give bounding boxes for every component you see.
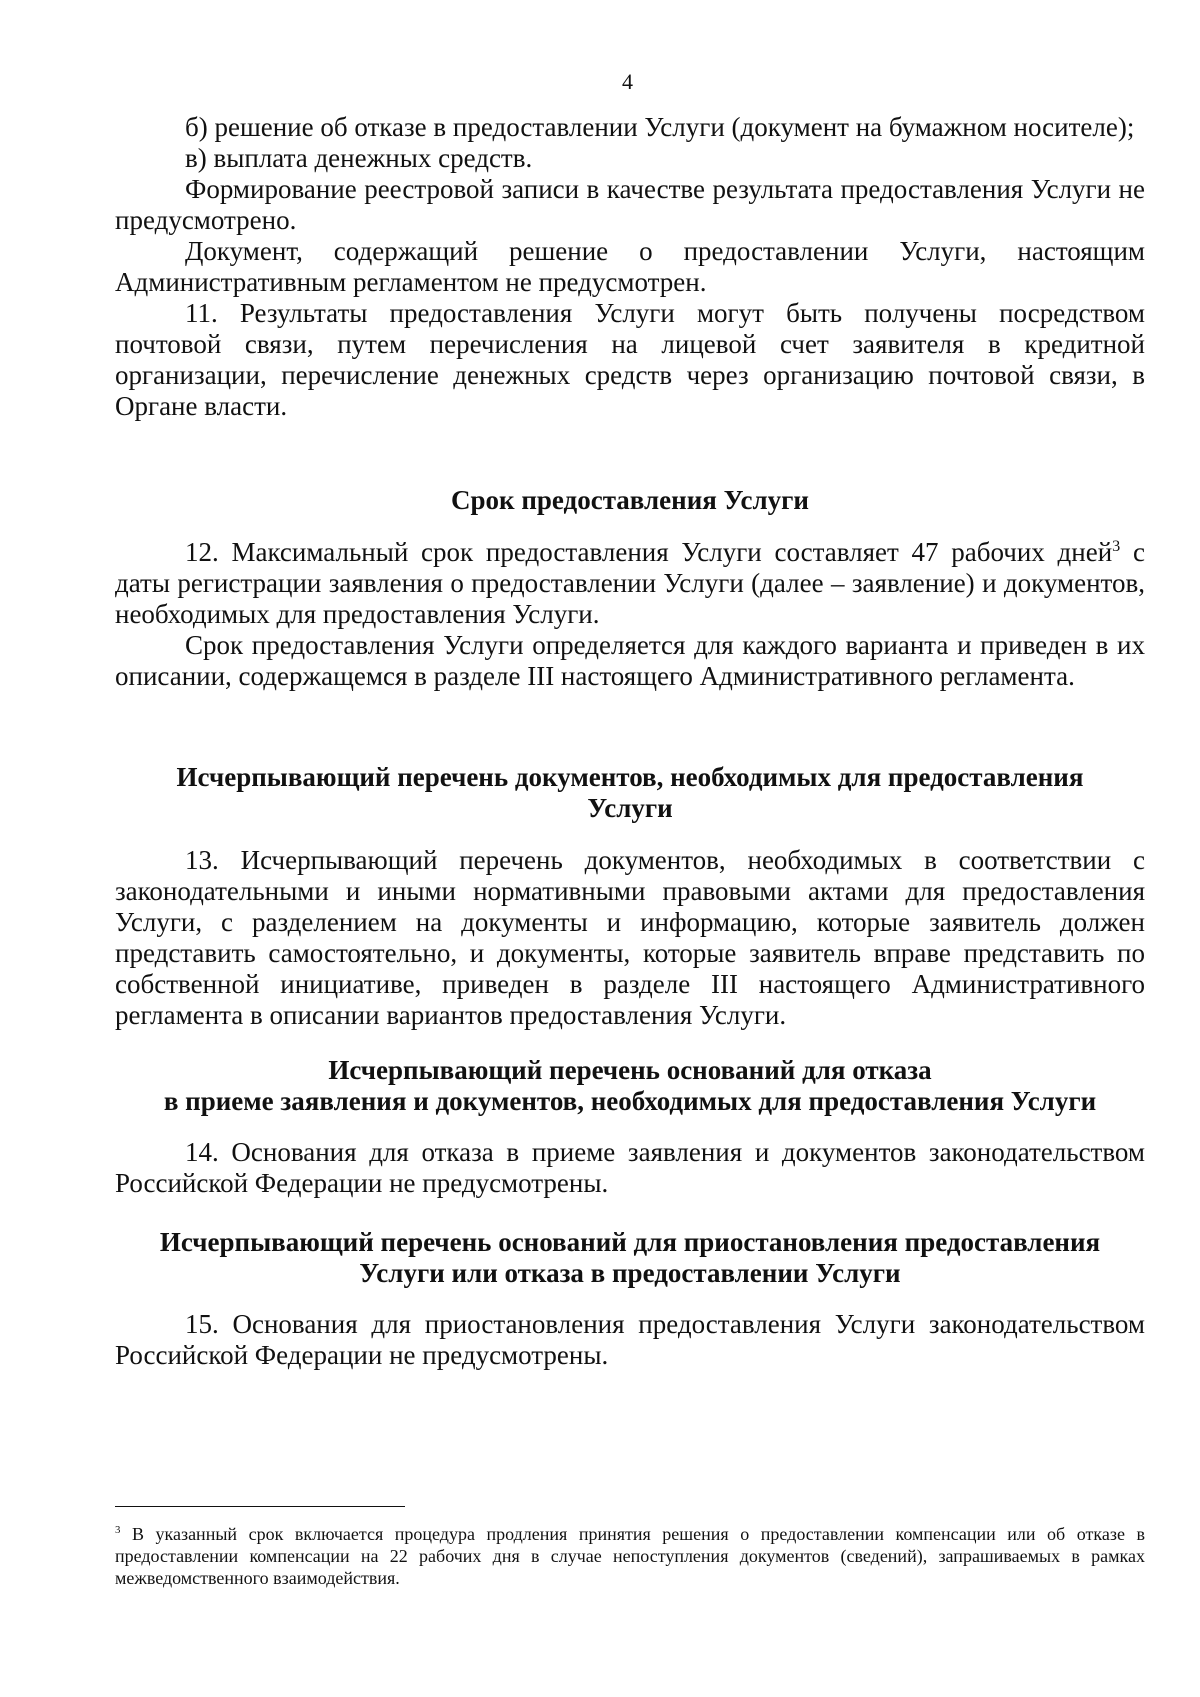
intro-block	[115, 112, 1145, 422]
paragraph-item-12	[115, 537, 1145, 630]
paragraph-registry-record: Формирование реестровой записи в качестве результата предоставления Услуги не предусмотрено.	[115, 174, 1145, 235]
item-12-text-end: с даты регистрации заявления о предоставлении Услуги (далее – заявление) и документов, необходимых для предоставления Услуги.	[115, 537, 1145, 629]
footnote-text: В указанный срок включается процедура продления принятия решения о предоставлении компенсации или об отказе в предоставлении компенсации на 22 рабочих дня в случае непоступления документов (сведений), запрашиваемых в рамках межведомственного взаимодействия.	[115, 1524, 1145, 1588]
paragraph-decision-document: Документ, содержащий решение о предоставлении Услуги, настоящим Административным регламентом не предусмотрен.	[115, 236, 1145, 297]
paragraph-decision-refusal: б) решение об отказе в предоставлении Услуги (документ на бумажном носителе);	[185, 112, 1135, 142]
footnote-separator	[115, 1506, 405, 1507]
item-12-text-start: 12. Максимальный срок предоставления Услуги составляет 47 рабочих дней	[185, 537, 1113, 567]
footnote	[115, 1523, 1145, 1589]
heading-suspension-line-2: Услуги или отказа в предоставлении Услуги	[359, 1258, 901, 1288]
paragraph-item-15: 15. Основания для приостановления предоставления Услуги законодательством Российской Федерации не предусмотрены.	[115, 1309, 1145, 1370]
heading-documents-line-1: Исчерпывающий перечень документов, необходимых для предоставления	[176, 762, 1084, 792]
heading-refusal-line-1: Исчерпывающий перечень оснований для отказа	[328, 1055, 932, 1085]
heading-refusal-line-2: в приеме заявления и документов, необходимых для предоставления Услуги	[163, 1086, 1097, 1116]
documents-block	[115, 845, 1145, 1031]
paragraph-payment: в) выплата денежных средств.	[185, 143, 533, 173]
heading-refusal-acceptance	[115, 1055, 1145, 1117]
paragraph-item-13: 13. Исчерпывающий перечень документов, необходимых в соответствии с законодательными и иными нормативными правовыми актами для предоставления Услуги, с разделением на документы и информацию, которые заявитель должен представить самостоятельно, и документы, которые заявитель вправе представить по собственной инициативе, приведен в разделе III настоящего Административного регламента в описании вариантов предоставления Услуги.	[115, 845, 1145, 1030]
refusal-acceptance-block	[115, 1137, 1145, 1199]
term-block	[115, 537, 1145, 692]
paragraph-item-11: 11. Результаты предоставления Услуги могут быть получены посредством почтовой связи, путем перечисления на лицевой счет заявителя в кредитной организации, перечисление денежных средств через организацию почтовой связи, в Органе власти.	[115, 298, 1145, 421]
heading-documents-list	[115, 762, 1145, 824]
heading-suspension-line-1: Исчерпывающий перечень оснований для приостановления предоставления	[159, 1227, 1101, 1257]
page-number: 4	[622, 69, 633, 94]
heading-suspension	[115, 1227, 1145, 1289]
paragraph-item-14: 14. Основания для отказа в приеме заявления и документов законодательством Российской Федерации не предусмотрены.	[115, 1137, 1145, 1198]
suspension-block	[115, 1309, 1145, 1371]
paragraph-term-variants: Срок предоставления Услуги определяется для каждого варианта и приведен в их описании, содержащемся в разделе III настоящего Административного регламента.	[115, 630, 1145, 691]
footnote-number: 3	[115, 1524, 121, 1536]
heading-documents-line-2: Услуги	[587, 793, 673, 823]
heading-service-term: Срок предоставления Услуги	[451, 485, 809, 515]
footnote-reference: 3	[1112, 537, 1121, 555]
